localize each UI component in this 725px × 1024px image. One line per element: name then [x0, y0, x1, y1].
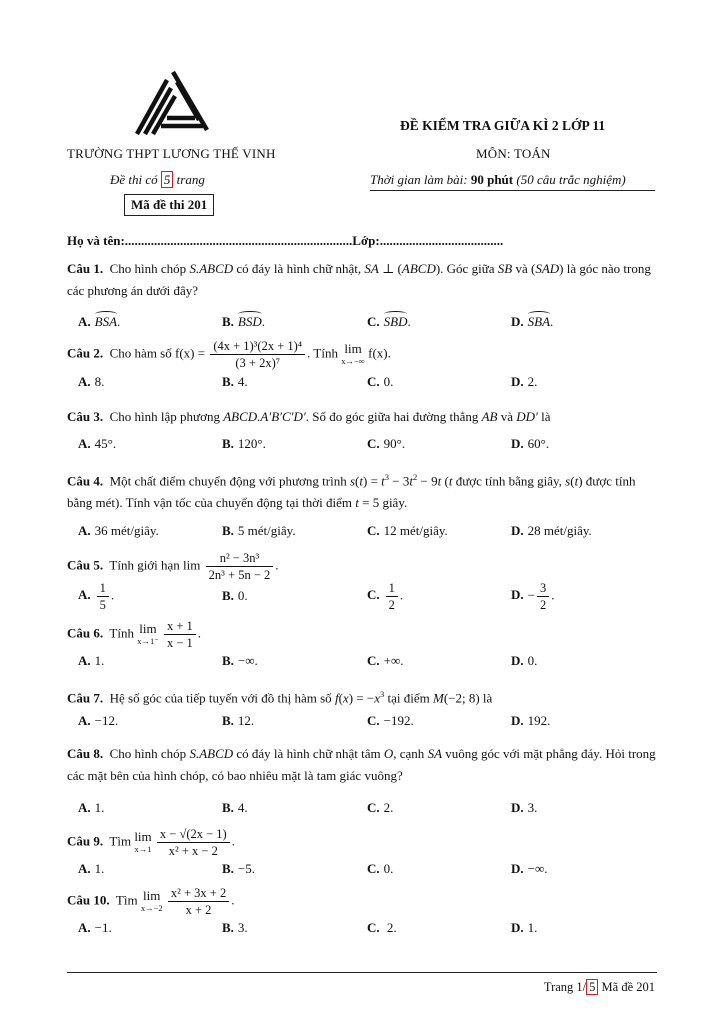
q1-option-d[interactable]: D. SBA. — [511, 314, 554, 329]
q8-option-b[interactable]: B. 4. — [222, 800, 248, 815]
q1-option-c[interactable]: C. SBD. — [367, 314, 411, 329]
q4-option-d[interactable]: D. 28 mét/giây. — [511, 523, 592, 538]
footer-page-highlight: 5 — [586, 979, 598, 995]
page-count-note: Đề thi có 5 trang — [110, 172, 205, 187]
exam-code-box: Mã đề thi 201 — [124, 194, 214, 216]
q8-option-a[interactable]: A. 1. — [78, 800, 105, 815]
q2-option-c[interactable]: C. 0. — [367, 374, 394, 389]
school-name: TRƯỜNG THPT LƯƠNG THẾ VINH — [67, 146, 276, 161]
q5-fraction: $\frac{\text{n² − 3n³}}{\text{2n³ + 5n − 2}}$ — [206, 550, 274, 583]
question-2: Câu 2. Cho hàm số f(x) = $\frac{\text{(4x + 1)³(2x + 1)⁴}}{\text{(3 + 2x)⁷}}$ . Tính lim x→−∞ f(x). — [67, 339, 391, 370]
footer-rule — [67, 972, 657, 973]
q4-option-c[interactable]: C. 12 mét/giây. — [367, 523, 448, 538]
q1-option-a[interactable]: A. BSA. — [78, 314, 121, 329]
q10-fraction: $\frac{\text{x² + 3x + 2}}{x + 2}$ — [168, 885, 229, 918]
question-5: Câu 5. Tính giới hạn lim $\frac{\text{n² − 3n³}}{\text{2n³ + 5n − 2}}$ . — [67, 551, 279, 582]
q6-option-b[interactable]: B. −∞. — [222, 653, 258, 668]
q3-option-a[interactable]: A. 45°. — [78, 436, 117, 451]
q10-option-c[interactable]: C. 2. — [367, 920, 397, 935]
q4-option-a[interactable]: A. 36 mét/giây. — [78, 523, 159, 538]
q1-option-b[interactable]: B. BSD. — [222, 314, 266, 329]
school-logo — [133, 68, 211, 140]
question-4: Câu 4. Một chất điểm chuyển động với phương trình $s(t) = t^3 - 3t^2 - 9t$ (t được tính bằng giây, s(t) được tính bằng mét). Tính vận tốc của chuyển động tại thời điểm t = 5 giây. — [67, 472, 636, 511]
q10-option-d[interactable]: D. 1. — [511, 920, 538, 935]
q7-option-d[interactable]: D. 192. — [511, 713, 551, 728]
q8-option-c[interactable]: C. 2. — [367, 800, 394, 815]
q5-option-d[interactable]: D. − $\frac{3}{2}$ . — [511, 581, 555, 612]
subject: MÔN: TOÁN — [476, 146, 551, 161]
q10-option-a[interactable]: A. −1. — [78, 920, 112, 935]
q5-option-c[interactable]: C. $\frac{1}{2}$ . — [367, 581, 404, 612]
q7-option-c[interactable]: C. −192. — [367, 713, 414, 728]
q3-option-d[interactable]: D. 60°. — [511, 436, 550, 451]
question-1: Câu 1. Cho hình chóp S.ABCD có đáy là hình chữ nhật, SA ⊥ (ABCD). Góc giữa SB và (SAD) là góc nào trong các phương án dưới đây? — [67, 261, 651, 298]
q3-option-c[interactable]: C. 90°. — [367, 436, 406, 451]
page-count-highlight: 5 — [161, 171, 174, 188]
question-10: Câu 10. Tìm lim x→−2 $\frac{\text{x² + 3x + 2}}{x + 2}$ . — [67, 886, 235, 917]
question-9: Câu 9. Tìm lim x→1 $\frac{x - √(2x - 1)}{\text{x² + x − 2}}$ . — [67, 827, 235, 858]
q2-fraction: $\frac{\text{(4x + 1)³(2x + 1)⁴}}{\text{(3 + 2x)⁷}}$ — [210, 338, 305, 371]
q9-fraction: $\frac{x - √(2x - 1)}{\text{x² + x − 2}}$ — [157, 826, 230, 859]
q9-option-c[interactable]: C. 0. — [367, 861, 394, 876]
time-info: Thời gian làm bài: 90 phút (50 câu trắc nghiệm) — [370, 172, 626, 187]
q7-option-a[interactable]: A. −12. — [78, 713, 119, 728]
q6-option-a[interactable]: A. 1. — [78, 653, 105, 668]
q6-option-d[interactable]: D. 0. — [511, 653, 538, 668]
question-6: Câu 6. Tính lim x→1⁻ $\frac{x + 1}{x - 1}$ . — [67, 619, 202, 650]
exam-title: ĐỀ KIỂM TRA GIỮA KÌ 2 LỚP 11 — [400, 118, 606, 133]
q7-option-b[interactable]: B. 12. — [222, 713, 255, 728]
q8-option-d[interactable]: D. 3. — [511, 800, 538, 815]
q10-option-b[interactable]: B. 3. — [222, 920, 248, 935]
q6-fraction: $\frac{x + 1}{x - 1}$ — [164, 618, 196, 651]
header-rule — [370, 190, 655, 191]
question-7: Câu 7. Hệ số góc của tiếp tuyến với đồ thị hàm số $f(x) = -x^3$ tại điểm M(−2; 8) là — [67, 689, 493, 706]
q9-option-b[interactable]: B. −5. — [222, 861, 256, 876]
q2-option-d[interactable]: D. 2. — [511, 374, 538, 389]
q9-option-d[interactable]: D. −∞. — [511, 861, 548, 876]
q4-option-b[interactable]: B. 5 mét/giây. — [222, 523, 296, 538]
q2-option-a[interactable]: A. 8. — [78, 374, 105, 389]
question-8: Câu 8. Cho hình chóp S.ABCD có đáy là hình chữ nhật tâm O, cạnh SA vuông góc với mặt phẳng đáy. Hỏi trong các mặt bên của hình chóp, có bao nhiêu mặt là tam giác vuông? — [67, 746, 656, 783]
question-3: Câu 3. Cho hình lập phương ABCD.A′B′C′D′. Số đo góc giữa hai đường thẳng AB và DD′ là — [67, 409, 551, 424]
q5-option-a[interactable]: A. $\frac{1}{5}$ . — [78, 581, 115, 612]
q9-option-a[interactable]: A. 1. — [78, 861, 105, 876]
q6-option-c[interactable]: C. +∞. — [367, 653, 404, 668]
page-footer: Trang 1/ 5 Mã đề 201 — [543, 980, 655, 994]
q2-option-b[interactable]: B. 4. — [222, 374, 248, 389]
student-name-line: Họ và tên:......................................................................Lớp:...................................... — [67, 233, 504, 248]
q5-option-b[interactable]: B. 0. — [222, 588, 248, 603]
q3-option-b[interactable]: B. 120°. — [222, 436, 266, 451]
